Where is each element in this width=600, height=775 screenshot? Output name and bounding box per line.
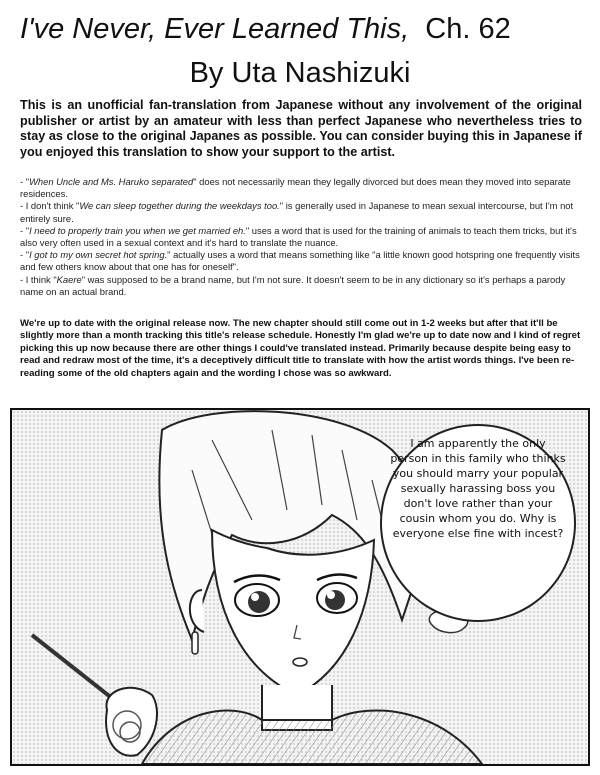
note-item: - I think "Kaere" was supposed to be a brand name, but I'm not sure. It doesn't seem to be in any dictionary so it's perhaps a parody name on an actual brand. — [20, 273, 566, 297]
series-title: I've Never, Ever Learned This, — [20, 13, 410, 45]
manga-panel — [10, 408, 590, 766]
note-item: - I don't think "We can sleep together during the weekdays too." is generally used in Japanese to mean sexual intercourse, but I'm not entirely sure. — [20, 200, 574, 224]
note-item: - "I got to my own secret hot spring." actually uses a word that means something like "a little known good hotspring one frequently visits and few others know about that one has for oneself". — [20, 249, 580, 273]
note-item: - "When Uncle and Ms. Haruko separated" does not necessarily mean they legally divorced but does mean they moved into separate residences. — [20, 176, 571, 200]
translation-notes — [20, 176, 582, 298]
chapter-title — [20, 12, 580, 46]
translation-disclaimer: This is an unofficial fan-translation from Japanese without any involvement of the original publisher or artist by an amateur with less than perfect Japanese who nevertheless tries to stay as close to the original Japanes as possible. You can consider buying this in Japanese if you enjoyed this translation to show your support to the artist. — [20, 98, 582, 159]
author-byline: By Uta Nashizuki — [189, 57, 411, 89]
chapter-number: Ch. 62 — [425, 13, 511, 45]
release-update-note: We're up to date with the original release now. The new chapter should still come out in 1-2 weeks but after that it'll be slightly more than a month tracking this title's release schedule. Honestly I'm glad we're up to date now and I kind of regret picking this up now because there are other things I could've translated instead. Primarily because despite being easy to read and redraw most of the time, it's a deceptively difficult title to translate with how the artist words things. I've been re-reading some of the old chapters again and the wording I chose was so awkward. — [20, 318, 581, 379]
speech-bubble-text: I am apparently the only person in this family who thinks you should marry your popular sexually harassing boss you don't love rather than your cousin whom you do. Why is everyone else fine with incest? — [390, 437, 566, 540]
note-item: - "I need to properly train you when we get married eh." uses a word that is used for the training of animals to teach them tricks, but it's also very often used in a sexual context and it's hard to translate the nuance. — [20, 224, 577, 249]
